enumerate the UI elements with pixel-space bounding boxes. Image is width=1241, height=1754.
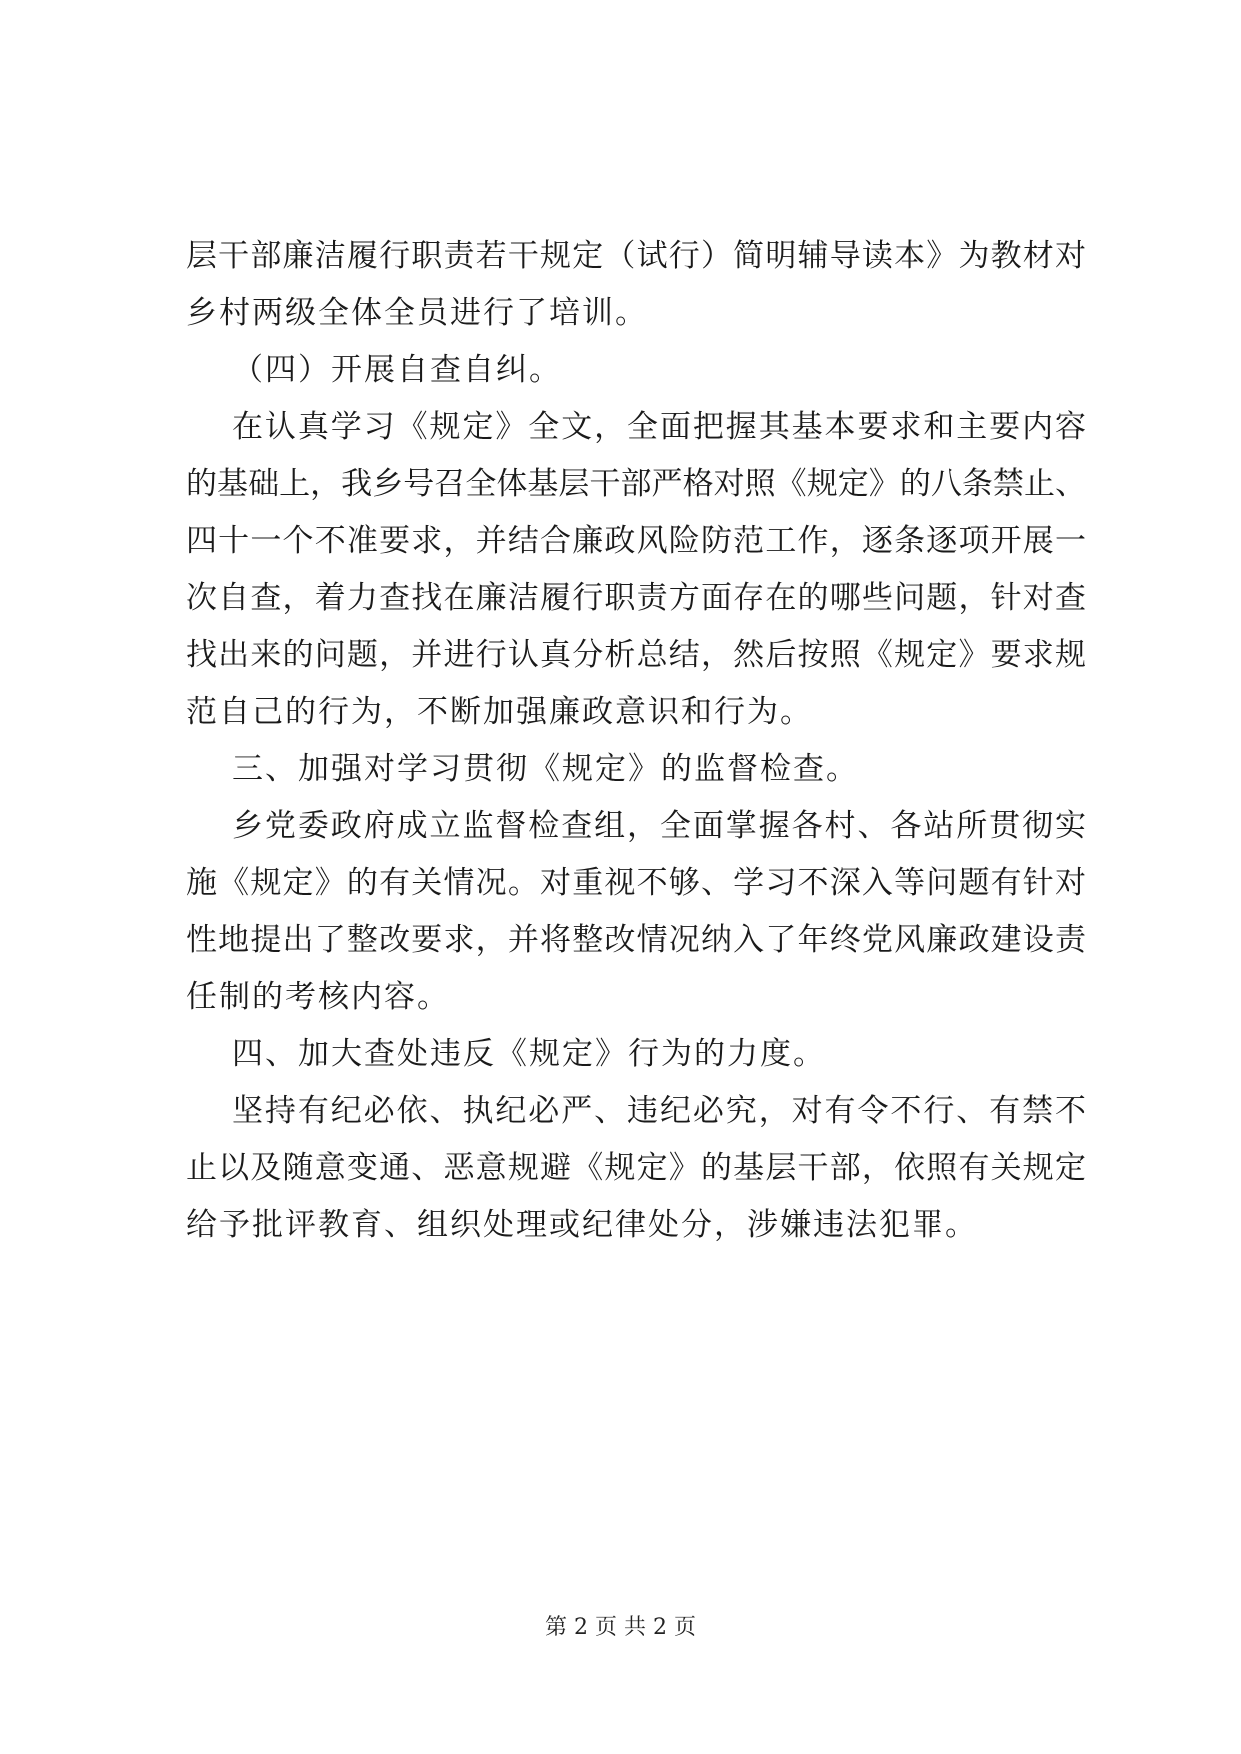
paragraph-line: 乡党委政府成立监督检查组，全面掌握各村、各站所贯彻实 xyxy=(232,808,1086,844)
paragraph-line: 坚持有纪必依、执纪必严、违纪必究，对有令不行、有禁不 xyxy=(232,1093,1086,1129)
paragraph-line: 次自查，着力查找在廉洁履行职责方面存在的哪些问题，针对查 xyxy=(186,580,1086,616)
paragraph-line: 在认真学习《规定》全文，全面把握其基本要求和主要内容 xyxy=(232,409,1086,445)
document-body xyxy=(186,228,1086,1254)
paragraph-line: 范自己的行为，不断加强廉政意识和行为。 xyxy=(186,694,813,730)
section-heading: 四、加大查处违反《规定》行为的力度。 xyxy=(232,1036,826,1072)
page-footer-number: 第 2 页 共 2 页 xyxy=(545,1615,696,1640)
section-heading: （四）开展自查自纠。 xyxy=(232,352,562,388)
paragraph-line: 四十一个不准要求，并结合廉政风险防范工作，逐条逐项开展一 xyxy=(186,523,1086,559)
paragraph-line: 乡村两级全体全员进行了培训。 xyxy=(186,295,648,331)
paragraph-line: 性地提出了整改要求，并将整改情况纳入了年终党风廉政建设责 xyxy=(186,922,1086,958)
paragraph-line: 任制的考核内容。 xyxy=(186,979,450,1015)
paragraph-line: 找出来的问题，并进行认真分析总结，然后按照《规定》要求规 xyxy=(186,637,1086,673)
paragraph-line: 给予批评教育、组织处理或纪律处分，涉嫌违法犯罪。 xyxy=(186,1207,978,1243)
paragraph-line: 施《规定》的有关情况。对重视不够、学习不深入等问题有针对 xyxy=(186,865,1086,901)
paragraph-line: 的基础上，我乡号召全体基层干部严格对照《规定》的八条禁止、 xyxy=(186,466,1086,502)
paragraph-line: 止以及随意变通、恶意规避《规定》的基层干部，依照有关规定 xyxy=(186,1150,1086,1186)
paragraph-line: 层干部廉洁履行职责若干规定（试行）简明辅导读本》为教材对 xyxy=(186,238,1086,274)
section-heading: 三、加强对学习贯彻《规定》的监督检查。 xyxy=(232,751,859,787)
